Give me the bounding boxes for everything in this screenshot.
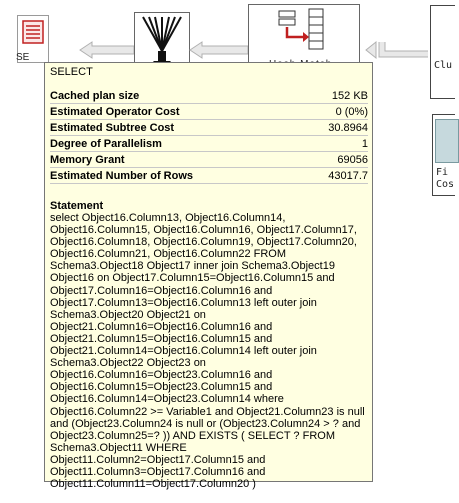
flow-arrow-icon: [80, 42, 134, 58]
hash-match-operator-node[interactable]: [248, 4, 360, 68]
property-label: Estimated Subtree Cost: [50, 121, 175, 134]
property-value: 69056: [337, 153, 368, 166]
filter-cost-label: Cos: [436, 179, 455, 190]
property-label: Cached plan size: [50, 89, 140, 102]
filter-icon: [435, 119, 459, 163]
flow-arrow-icon: [362, 38, 430, 60]
select-operator-node[interactable]: [17, 15, 49, 63]
property-row-degree-of-parallelism: [50, 136, 368, 152]
property-row-estimated-number-of-rows: [50, 168, 368, 184]
property-label: Estimated Number of Rows: [50, 169, 194, 182]
property-label: Estimated Operator Cost: [50, 105, 180, 118]
property-row-estimated-operator-cost: [50, 104, 368, 120]
clustered-index-node[interactable]: [430, 5, 455, 99]
select-result-icon: [22, 20, 44, 52]
statement-heading: Statement: [50, 200, 104, 212]
hash-match-icon: [277, 7, 327, 51]
property-label: Degree of Parallelism: [50, 137, 162, 150]
clustered-index-label: Clu: [434, 60, 453, 71]
property-value: 30.8964: [328, 121, 368, 134]
property-value: 152 KB: [331, 89, 368, 102]
property-value: 0 (0%): [335, 105, 368, 118]
filter-operator-node[interactable]: [432, 114, 455, 196]
property-row-memory-grant: [50, 152, 368, 168]
filter-label: Fi: [436, 167, 449, 178]
property-value: 43017.7: [328, 169, 368, 182]
property-row-cached-plan-size: [50, 88, 368, 104]
property-row-estimated-subtree-cost: [50, 120, 368, 136]
tooltip-properties-list: [50, 88, 368, 184]
tooltip-title: SELECT: [50, 66, 93, 78]
statement-sql-text: select Object16.Column13, Object16.Column14, Object16.Column15, Object16.Column16, Object17.Column17, Object16.Column18, Object16.Column19, Object17.Column20, Object16.Column21, Object16.Column22 FROM Schema3.Object18 Object17 inner join Schema3.Object19 Object16 on Object17.Column15=Object16.Column15 and Object17.Column16=Object16.Column16 and Object17.Column13=Object16.Column13 left outer join Schema3.Object20 Object21 on Object21.Column16=Object16.Column16 and Object21.Column15=Object16.Column15 and Object21.Column14=Object16.Column14 left outer join Schema3.Object22 Object23 on Object16.Column16=Object23.Column16 and Object16.Column15=Object23.Column15 and Object16.Column14=Object23.Column14 where Object16.Column22 >= Variable1 and Object21.Column23 is null and (Object23.Column24 is null or (Object23.Column24 > ? and Object23.Column25=? )) AND EXISTS ( SELECT ? FROM Schema3.Object11 WHERE Object11.Column2=Object17.Column15 and Object11.Column3=Object17.Column16 and Object11.Column11=Object17.Column20 ): [50, 212, 365, 491]
operator-properties-tooltip: [44, 62, 373, 491]
select-node-label: SE: [16, 52, 30, 63]
property-value: 1: [361, 137, 368, 150]
flow-arrow-icon: [190, 42, 248, 58]
property-label: Memory Grant: [50, 153, 125, 166]
